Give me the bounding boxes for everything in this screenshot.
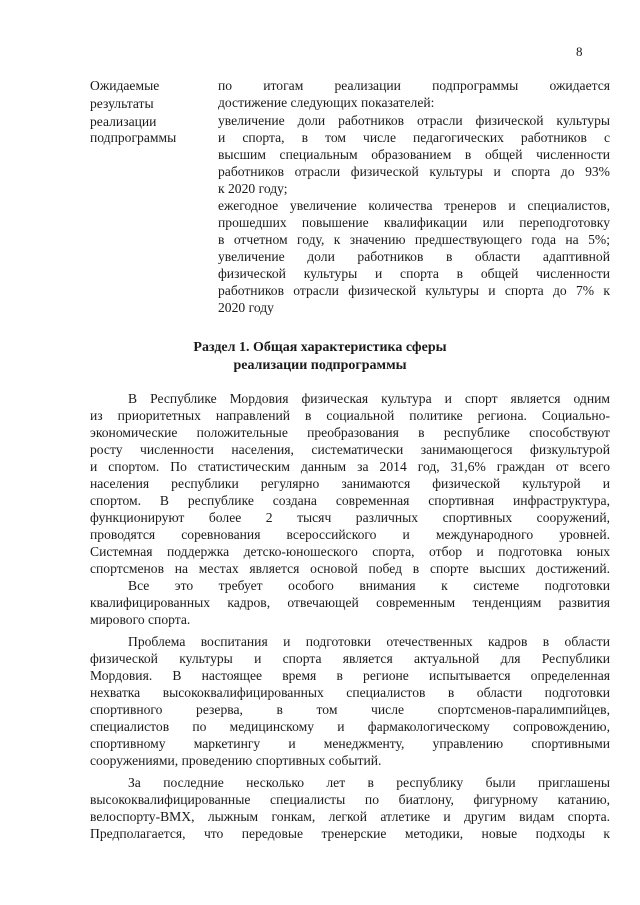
- paragraph-line: из приоритетных направлений в социальной политике региона. Социально-: [90, 408, 610, 423]
- paragraph-line: спортивного резерва, в том числе спортсменов-паралимпийцев,: [90, 702, 610, 717]
- paragraph-line: нехватка высококвалифицированных специалистов в области подготовки: [90, 685, 610, 700]
- text-line: к 2020 году;: [218, 181, 288, 196]
- text-line: и спорта, в том числе педагогических работников с: [218, 130, 610, 145]
- paragraph-line: населения республики регулярно занимаются физической культурой и: [90, 476, 610, 491]
- paragraph-line: Системная поддержка детско-юношеского спорта, отбор и подготовка юных: [90, 544, 610, 559]
- text-line: физической культуры и спорта в общей численности: [218, 266, 610, 281]
- section-heading-line: реализации подпрограммы: [233, 358, 407, 373]
- page-number: 8: [576, 44, 583, 59]
- paragraph-line: Мордовия. В настоящее время в регионе испытывается определенная: [90, 668, 610, 683]
- paragraph-line: функционируют более 2 тысяч различных спортивных сооружений,: [90, 510, 610, 525]
- paragraph-line: квалифицированных кадров, отвечающей современным тенденциям развития: [90, 595, 610, 610]
- paragraph-line: Проблема воспитания и подготовки отечественных кадров в области: [128, 634, 610, 649]
- text-line: по итогам реализации подпрограммы ожидается: [218, 78, 610, 93]
- title-line: Ожидаемые: [90, 78, 160, 93]
- text-line: высшим специальным образованием в общей численности: [218, 147, 610, 162]
- text-line: увеличение доли работников отрасли физической культуры: [218, 113, 610, 128]
- title-line: результаты: [90, 96, 154, 111]
- paragraph-line: Предполагается, что передовые тренерские методики, новые подходы к: [90, 826, 610, 841]
- title-line: реализации: [90, 114, 157, 129]
- paragraph-line: проводятся соревнования всероссийского и международного уровней.: [90, 527, 610, 542]
- text-line: прошедших повышение квалификации или переподготовку: [218, 215, 610, 230]
- paragraph-line: физической культуры и спорта является актуальной для Республики: [90, 651, 610, 666]
- paragraph-line: спортивному маркетингу и менеджменту, управлению спортивными: [90, 736, 610, 751]
- paragraph-line: мирового спорта.: [90, 612, 191, 627]
- text-line: работников отрасли физической культуры и спорта до 7% к: [218, 283, 610, 298]
- paragraph-line: экономические положительные преобразования в республике способствуют: [90, 425, 610, 440]
- paragraph-line: В Республике Мордовия физическая культура и спорт является одним: [128, 391, 610, 406]
- paragraph-line: Все это требует особого внимания к системе подготовки: [128, 578, 610, 593]
- paragraph-line: спортсменов на местах является основой побед в спорте высших достижений.: [90, 561, 610, 576]
- text-line: в отчетном году, к значению предшествующего года на 5%;: [218, 232, 610, 247]
- paragraph-line: и спортом. По статистическим данным за 2014 год, 31,6% граждан от всего: [90, 459, 610, 474]
- paragraph-line: спортом. В республике создана современная спортивная инфраструктура,: [90, 493, 610, 508]
- paragraph-line: высококвалифицированные специалисты по биатлону, фигурному катанию,: [90, 792, 610, 807]
- text-line: увеличение доли работников в области адаптивной: [218, 249, 610, 264]
- text-line: достижение следующих показателей:: [218, 95, 435, 110]
- paragraph-line: специалистов по медицинскому и фармакологическому сопровождению,: [90, 719, 610, 734]
- text-line: ежегодное увеличение количества тренеров и специалистов,: [218, 198, 610, 213]
- paragraph-line: сооружениями, проведению спортивных событий.: [90, 753, 382, 768]
- text-line: 2020 году: [218, 300, 274, 315]
- title-line: подпрограммы: [90, 130, 177, 145]
- paragraph-line: росту численности населения, систематически занимающегося физкультурой: [90, 442, 610, 457]
- text-line: работников отрасли физической культуры и спорта до 93%: [218, 164, 610, 179]
- paragraph-line: За последние несколько лет в республику были приглашены: [128, 775, 610, 790]
- paragraph-line: велоспорту-BMX, лыжным гонкам, легкой атлетике и другим видам спорта.: [90, 809, 610, 824]
- section-heading-line: Раздел 1. Общая характеристика сферы: [193, 340, 447, 355]
